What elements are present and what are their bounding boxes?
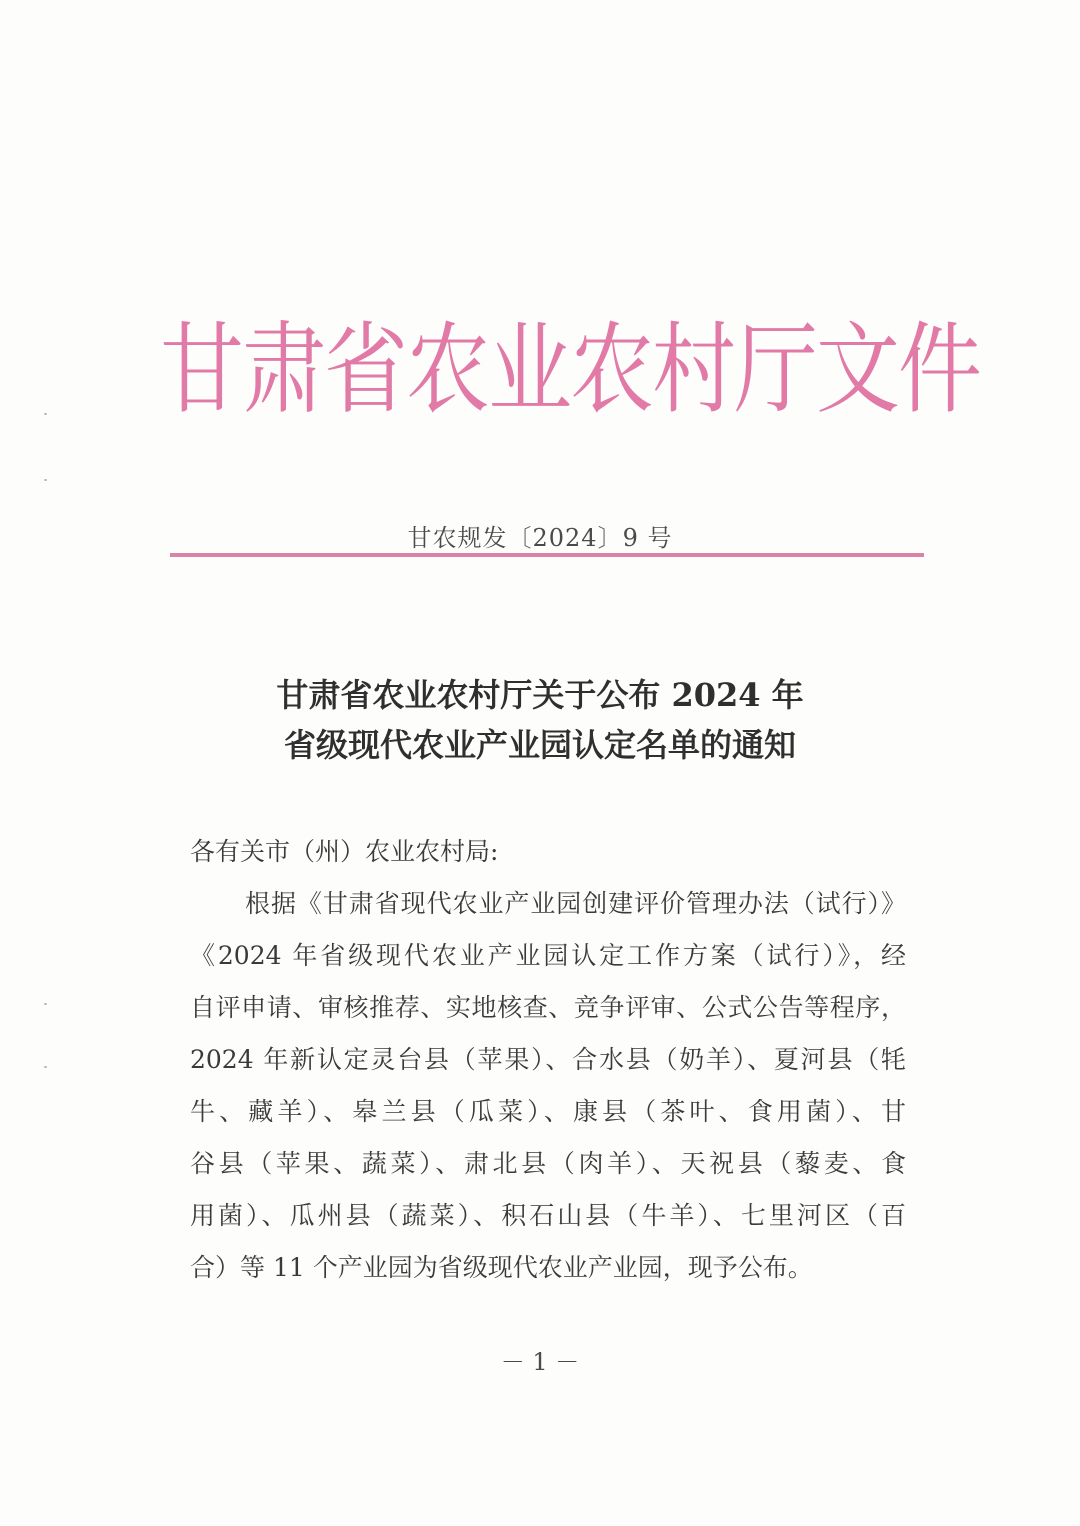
notice-title-line-2: 省级现代农业产业园认定名单的通知 xyxy=(283,726,796,764)
scan-speck xyxy=(44,479,47,481)
body-line: 自评申请、审核推荐、实地核查、竞争评审、公式公告等程序， xyxy=(190,993,906,1022)
body-line: 2024 年新认定灵台县（苹果）、合水县（奶羊）、夏河县（牦 xyxy=(190,1045,906,1074)
body-line: 谷县（苹果、蔬菜）、肃北县（肉羊）、天祝县（藜麦、食 xyxy=(190,1149,906,1178)
body-line: 合）等 11 个产业园为省级现代农业产业园，现予公布。 xyxy=(190,1253,813,1282)
document-header-title: 甘肃省农业农村厅文件 xyxy=(160,311,981,427)
scan-speck xyxy=(44,413,47,415)
scan-speck xyxy=(44,1003,47,1005)
page-number: － 1 － xyxy=(500,1348,580,1376)
body-line: 根据《甘肃省现代农业产业园创建评价管理办法（试行）》 xyxy=(245,889,906,918)
body-line: 《2024 年省级现代农业产业园认定工作方案（试行）》，经 xyxy=(190,941,906,970)
body-line: 用菌）、瓜州县（蔬菜）、积石山县（牛羊）、七里河区（百 xyxy=(190,1201,906,1230)
document-number: 甘农规发〔2024〕9 号 xyxy=(407,524,673,552)
scan-speck xyxy=(44,1066,47,1068)
header-divider-rule xyxy=(170,553,924,557)
salutation: 各有关市（州）农业农村局: xyxy=(190,837,499,866)
notice-title-line-1: 甘肃省农业农村厅关于公布 2024 年 xyxy=(276,676,804,714)
body-line: 牛、藏羊）、皋兰县（瓜菜）、康县（茶叶、食用菌）、甘 xyxy=(190,1097,906,1126)
